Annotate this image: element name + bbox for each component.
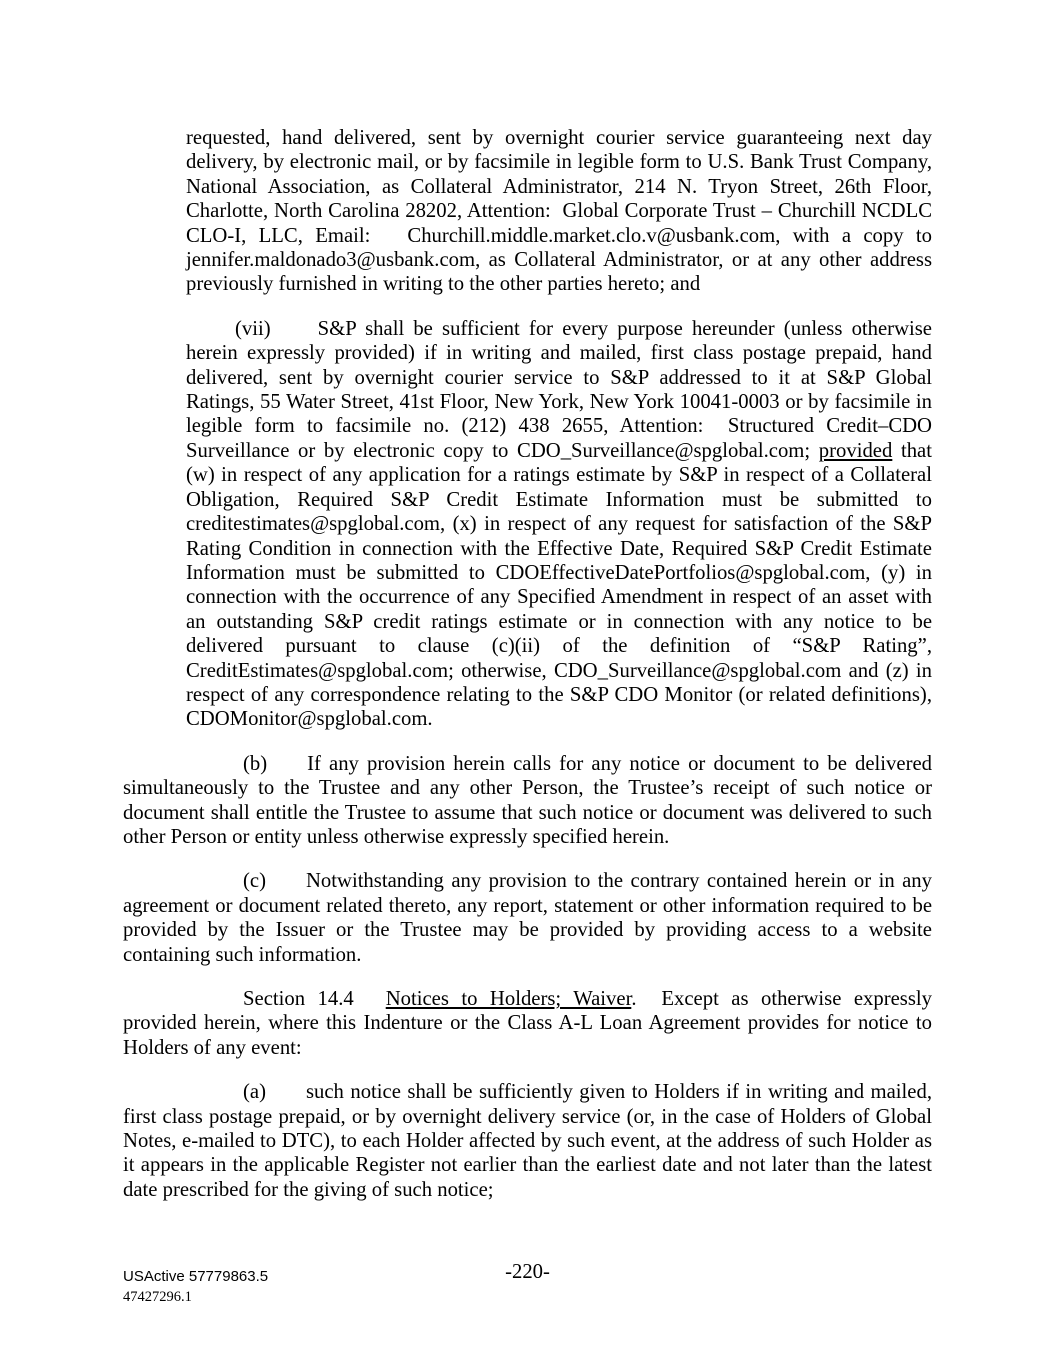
- clause-a-label: (a): [243, 1081, 266, 1104]
- page-footer: [0, 1260, 1055, 1320]
- section-14-4-text: . Except as otherwise expressly provided herein, where this Indenture or the Class A-L Loan Agreement provides for notice to Holders of any event:: [123, 988, 932, 1059]
- tab-spacer: [271, 334, 318, 335]
- clause-vii-text-after: that (w) in respect of any application for a ratings estimate by S&P in respect of a Collateral Obligation, Required S&P Credit Estimate Information must be submitted to creditestimates@spglobal.com, (x) in respect of any request for satisfaction of the S&P Rating Condition in connection with the Effective Date, Required S&P Credit Estimate Information must be submitted to CDOEffectiveDatePortfolios@spglobal.com, (y) in connection with the occurrence of any Specified Amendment in respect of an asset with an outstanding S&P credit ratings estimate or in connection with any notice to be delivered pursuant to clause (c)(ii) of the definition of “S&P Rating”, CreditEstimates@spglobal.com; otherwise, CDO_Surveillance@spglobal.com and (z) in respect of any correspondence relating to the S&P CDO Monitor (or related definitions), CDOMonitor@spglobal.com.: [186, 439, 932, 731]
- paragraph-clause-b: [123, 752, 932, 850]
- section-14-4-heading: Notices to Holders; Waiver: [385, 988, 632, 1010]
- footer-matter-id: USActive 57779863.5: [123, 1268, 269, 1285]
- paragraph-notice-address: requested, hand delivered, sent by overnight courier service guaranteeing next day delivery, by electronic mail, or by facsimile in legible form to U.S. Bank Trust Company, National Association, as Collateral Administrator, 214 N. Tryon Street, 26th Floor, Charlotte, North Carolina 28202, Attention: Global Corporate Trust – Churchill NCDLC CLO-I, LLC, Email: Churchill.middle.market.clo.v@usbank.com, with a copy to jennifer.maldonado3@usbank.com, as Collateral Administrator, or at any other address previously furnished in writing to the other parties hereto; and: [186, 127, 932, 296]
- page-number: -220-: [505, 1261, 550, 1283]
- footer-version-id: 47427296.1: [123, 1289, 192, 1305]
- paragraph-section-14-4: [123, 987, 932, 1060]
- paragraph-clause-a: [123, 1080, 932, 1202]
- clause-b-label: (b): [243, 752, 268, 775]
- provided-underlined-term: provided: [818, 439, 893, 462]
- tab-spacer: [266, 886, 306, 887]
- clause-vii-label: (vii): [235, 317, 271, 340]
- page-content: [123, 126, 932, 1222]
- clause-vii-text-before: S&P shall be sufficient for every purpose hereunder (unless otherwise herein expressly provided) if in writing and mailed, first class postage prepaid, hand delivered, sent by overnight courier service to S&P addressed to it at S&P Global Ratings, 55 Water Street, 41st Floor, New York, New York 10041-0003 or by facsimile in legible form to facsimile no. (212) 438 2655, Attention: Structured Credit–CDO Surveillance or by electronic copy to CDO_Surveillance@spglobal.com;: [186, 317, 932, 462]
- clause-c-label: (c): [243, 870, 266, 893]
- section-14-4-label: Section 14.4: [243, 988, 354, 1010]
- clause-c-text: Notwithstanding any provision to the contrary contained herein or in any agreement or document related thereto, any report, statement or other information required to be provided by the Issuer or the Trustee may be provided by providing access to a website containing such information.: [123, 870, 932, 966]
- tab-spacer: [354, 1004, 386, 1005]
- tab-spacer: [266, 1097, 306, 1098]
- paragraph-clause-c: [123, 869, 932, 967]
- paragraph-clause-vii: [186, 317, 932, 732]
- tab-spacer: [267, 769, 307, 770]
- clause-a-text: such notice shall be sufficiently given to Holders if in writing and mailed, first class postage prepaid, or by overnight delivery service (or, in the case of Holders of Global Notes, e-mailed to DTC), to each Holder affected by such event, at the address of such Holder as it appears in the applicable Register not earlier than the earliest date and not later than the latest date prescribed for the giving of such notice;: [123, 1081, 932, 1201]
- clause-b-text: If any provision herein calls for any notice or document to be delivered simultaneously to the Trustee and any other Person, the Trustee’s receipt of such notice or document shall entitle the Trustee to assume that such notice or document was delivered to such other Person or entity unless otherwise expressly specified herein.: [123, 752, 932, 848]
